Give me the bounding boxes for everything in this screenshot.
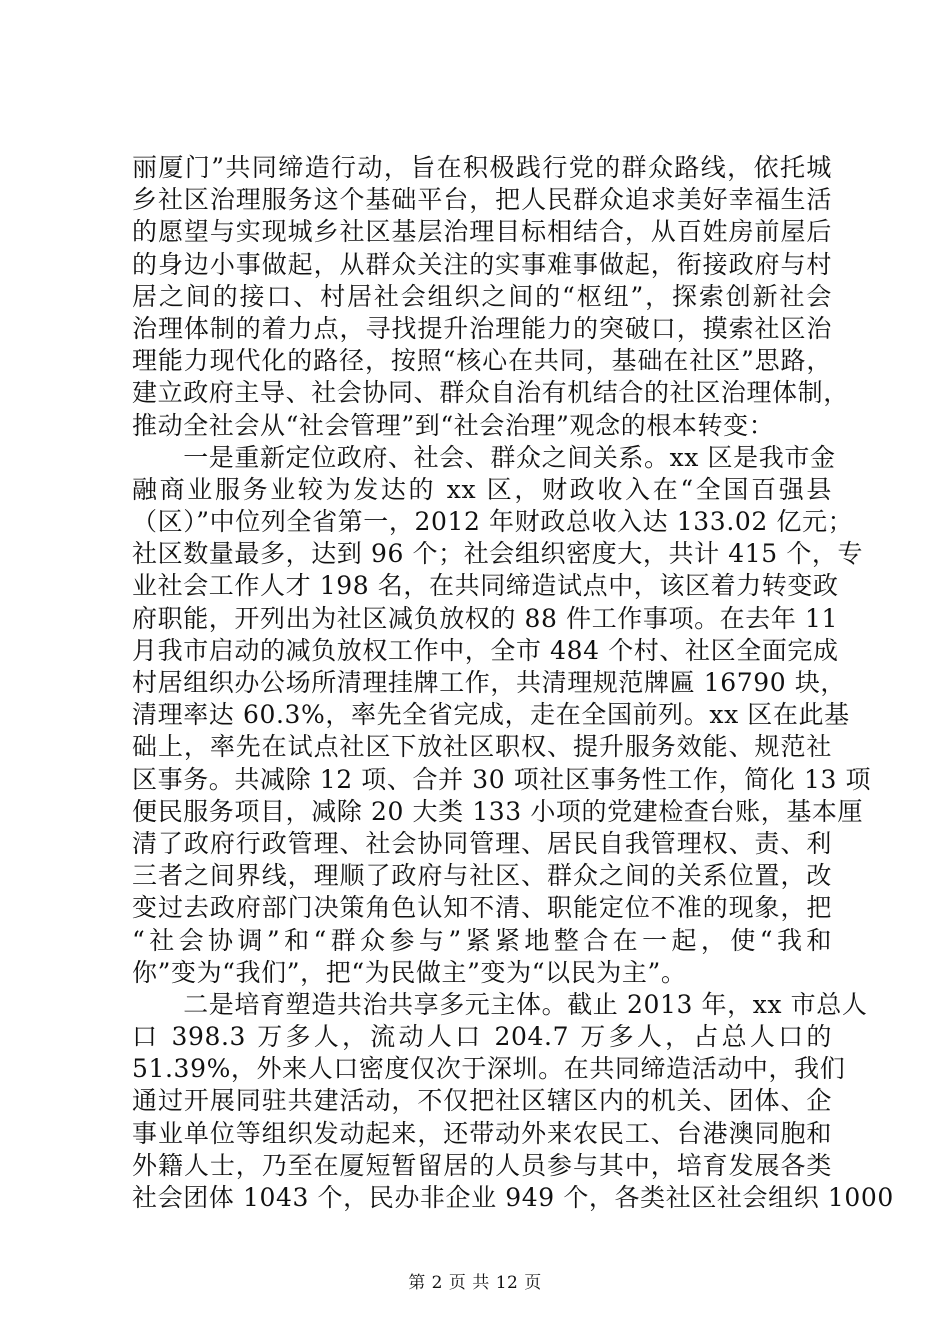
text-line: 居之间的接口、村居社会组织之间的“枢纽”，探索创新社会 [132,281,832,311]
text-line: 变过去政府部门决策角色认知不清、职能定位不准的现象，把 [132,893,832,923]
text-line: “社会协调”和“群众参与”紧紧地整合在一起，使“我和 [132,925,832,955]
text-line: 清理率达 60.3%，率先全省完成，走在全国前列。xx 区在此基 [132,700,850,730]
text-line: 乡社区治理服务这个基础平台，把人民群众追求美好幸福生活 [132,185,832,215]
body-text [132,152,894,1214]
text-line: 你”变为“我们”，把“为民做主”变为“以民为主”。 [132,957,687,987]
text-line: 区事务。共减除 12 项、合并 30 项社区事务性工作，简化 13 项 [132,764,872,794]
text-line: 础上，率先在试点社区下放社区职权、提升服务效能、规范社 [132,732,832,762]
text-line: 的愿望与实现城乡社区基层治理目标相结合，从百姓房前屋后 [132,217,832,247]
text-line: 融商业服务业较为发达的 xx 区，财政收入在“全国百强县 [132,474,832,504]
text-line: 社会团体 1043 个，民办非企业 949 个，各类社区社会组织 1000 [132,1183,894,1212]
text-line: 府职能，开列出为社区减负放权的 88 件工作事项。在去年 11 [132,603,839,633]
page-footer: 第 2 页 共 12 页 [408,1273,542,1293]
text-line: 清了政府行政管理、社会协同管理、居民自我管理权、责、利 [132,828,832,858]
text-line: 事业单位等组织发动起来，还带动外来农民工、台港澳同胞和 [132,1118,832,1148]
text-line: （区）”中位列全省第一，2012 年财政总收入达 133.02 亿元； [132,507,854,537]
text-line: 村居组织办公场所清理挂牌工作，共清理规范牌匾 16790 块， [132,668,847,697]
text-line: 51.39%，外来人口密度仅次于深圳。在共同缔造活动中，我们 [132,1054,846,1084]
text-line: 一是重新定位政府、社会、群众之间关系。xx 区是我市金 [132,442,836,472]
text-line: 社区数量最多，达到 96 个；社会组织密度大，共计 415 个，专 [132,539,864,569]
text-line: 治理体制的着力点，寻找提升治理能力的突破口，摸索社区治 [132,313,832,343]
text-line: 便民服务项目，减除 20 大类 133 小项的党建检查台账，基本厘 [132,796,864,826]
text-line: 推动全社会从“社会管理”到“社会治理”观念的根本转变： [132,410,775,440]
text-line: 通过开展同驻共建活动，不仅把社区辖区内的机关、团体、企 [132,1086,832,1116]
text-line: 口 398.3 万多人，流动人口 204.7 万多人，占总人口的 [132,1022,832,1052]
text-line: 二是培育塑造共治共享多元主体。截止 2013 年，xx 市总人 [132,989,868,1019]
text-line: 业社会工作人才 198 名，在共同缔造试点中，该区着力转变政 [132,571,839,601]
text-line: 理能力现代化的路径，按照“核心在共同，基础在社区”思路， [132,346,832,376]
text-line: 建立政府主导、社会协同、群众自治有机结合的社区治理体制， [132,378,849,408]
text-line: 三者之间界线，理顺了政府与社区、群众之间的关系位置，改 [132,861,832,891]
text-line: 的身边小事做起，从群众关注的实事难事做起，衔接政府与村 [132,249,832,279]
text-line: 外籍人士，乃至在厦短暂留居的人员参与其中，培育发展各类 [132,1150,832,1180]
text-line: 月我市启动的减负放权工作中，全市 484 个村、社区全面完成 [132,635,839,665]
text-line: 丽厦门”共同缔造行动，旨在积极践行党的群众路线，依托城 [132,153,832,182]
